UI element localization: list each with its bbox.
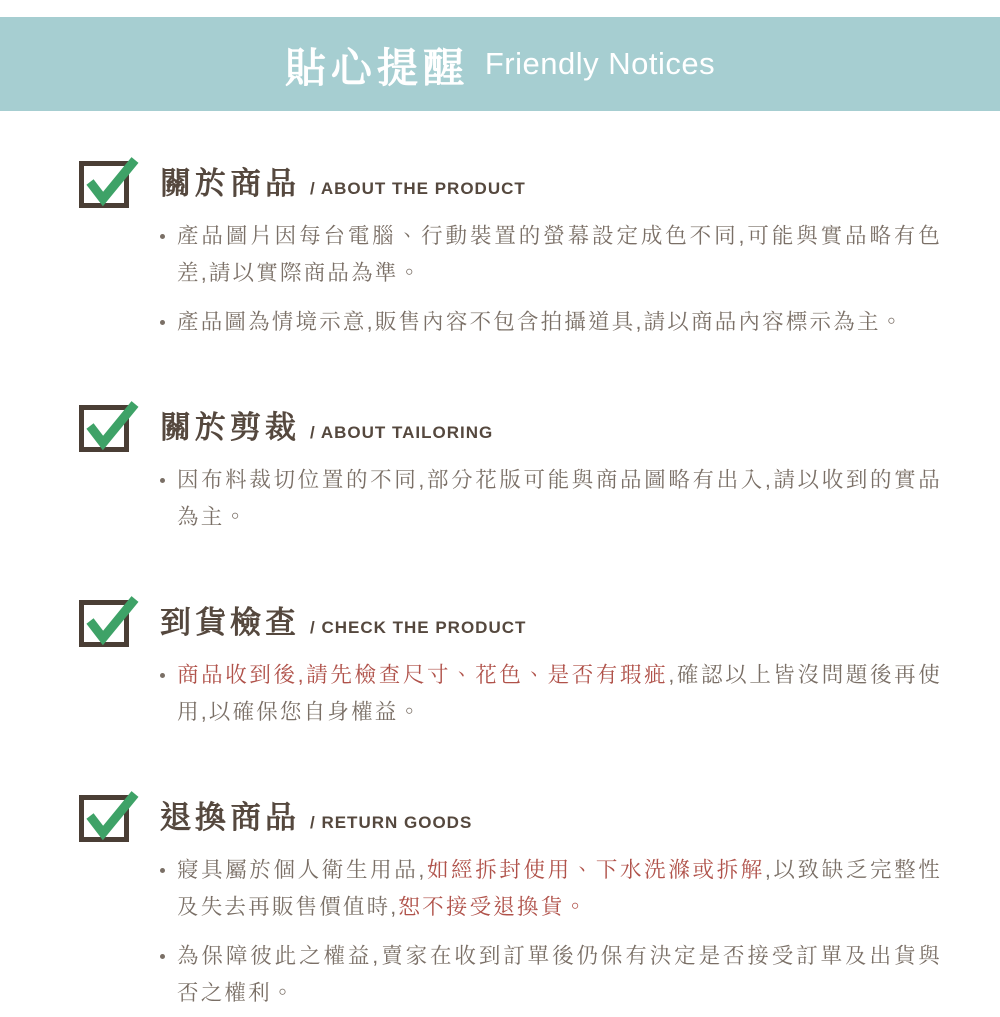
section-header <box>78 786 942 842</box>
bullet-list <box>78 657 942 731</box>
bullet-text: ,以致缺乏完整性及失去再販售價值時, <box>177 858 942 919</box>
bullet-text: 寢具屬於個人衛生用品, <box>177 858 427 882</box>
bullet-item <box>158 304 942 341</box>
section-titles <box>160 597 526 642</box>
section-title-en: / ABOUT TAILORING <box>310 422 494 442</box>
bullet-text: 產品圖為情境示意,販售內容不包含拍攝道具,請以商品內容標示為主。 <box>177 310 905 334</box>
bullet-item <box>158 218 942 292</box>
section-titles <box>160 158 526 203</box>
header-banner <box>0 17 1000 111</box>
section-title-en: / RETURN GOODS <box>310 812 473 832</box>
section-title-en: / CHECK THE PRODUCT <box>310 617 527 637</box>
notice-section <box>78 591 942 731</box>
section-header <box>78 396 942 452</box>
banner-title-en: Friendly Notices <box>484 46 716 81</box>
bullet-text-red: 恕不接受退換貨。 <box>398 895 589 919</box>
section-title-zh: 關於商品 <box>160 165 300 201</box>
section-title-en: / ABOUT THE PRODUCT <box>310 178 526 198</box>
bullet-item <box>158 938 942 1012</box>
bullet-list <box>78 218 942 341</box>
notice-section <box>78 786 942 1012</box>
bullet-text: 因布料裁切位置的不同,部分花版可能與商品圖略有出入,請以收到的實品為主。 <box>177 468 942 529</box>
section-title-zh: 關於剪裁 <box>160 409 300 445</box>
bullet-list <box>78 462 942 536</box>
sections <box>0 111 1000 1012</box>
section-titles <box>160 792 472 837</box>
bullet-text: 為保障彼此之權益,賣家在收到訂單後仍保有決定是否接受訂單及出貨與否之權利。 <box>177 944 942 1005</box>
bullet-item <box>158 852 942 926</box>
notice-section <box>78 396 942 536</box>
checked-checkbox-icon <box>78 591 140 647</box>
bullet-item <box>158 657 942 731</box>
notice-section <box>78 152 942 341</box>
bullet-text-red: 如經拆封使用、下水洗滌或拆解 <box>426 858 765 882</box>
bullet-text: ,確認以上皆沒問題後再使用,以確保您自身權益。 <box>177 663 942 724</box>
checked-checkbox-icon <box>78 152 140 208</box>
bullet-list <box>78 852 942 1012</box>
checked-checkbox-icon <box>78 786 140 842</box>
bullet-text-red: 商品收到後,請先檢查尺寸、花色、是否有瑕疵 <box>177 663 669 687</box>
bullet-text: 產品圖片因每台電腦、行動裝置的螢幕設定成色不同,可能與實品略有色差,請以實際商品為準。 <box>177 224 942 285</box>
section-header <box>78 591 942 647</box>
banner-title-zh: 貼心提醒 <box>284 44 469 91</box>
section-titles <box>160 402 493 447</box>
checked-checkbox-icon <box>78 396 140 452</box>
bullet-item <box>158 462 942 536</box>
section-title-zh: 退換商品 <box>160 799 300 835</box>
section-title-zh: 到貨檢查 <box>160 604 300 640</box>
section-header <box>78 152 942 208</box>
